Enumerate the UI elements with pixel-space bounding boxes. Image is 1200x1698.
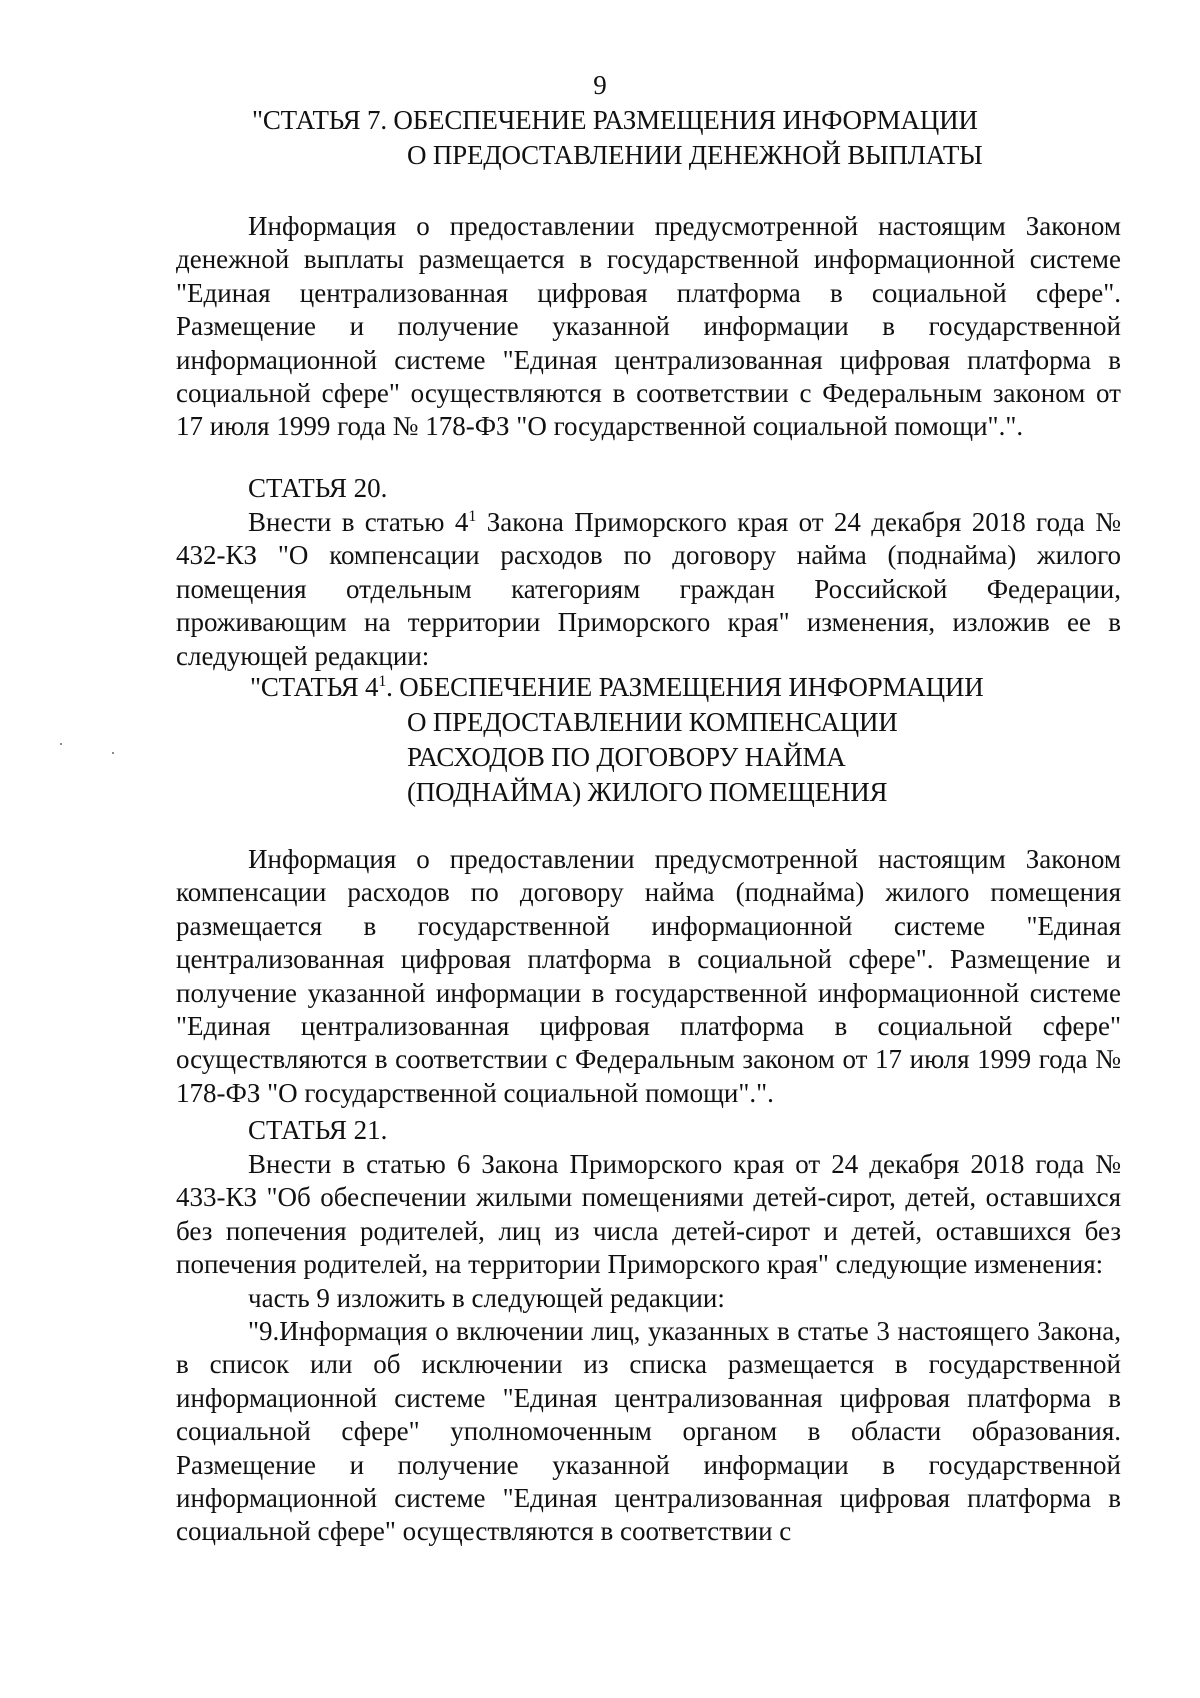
article20-intro-sup: 1	[468, 508, 477, 525]
article7-heading-line2: О ПРЕДОСТАВЛЕНИИ ДЕНЕЖНОЙ ВЫПЛАТЫ	[407, 140, 983, 170]
article21-part-instruction: часть 9 изложить в следующей редакции:	[248, 1282, 725, 1313]
scan-speck	[60, 743, 62, 745]
article20-intro-start: Внести в статью 4	[248, 507, 469, 537]
article20-heading-line3: РАСХОДОВ ПО ДОГОВОРУ НАЙМА	[407, 742, 846, 772]
article21-intro: Внести в статью 6 Закона Приморского края от 24 декабря 2018 года № 433-КЗ "Об обеспечении жилыми помещениями детей-сирот, детей, оставшихся без попечения родителей, лиц из числа детей-сирот и детей, оставшихся без попечения родителей, на территории Приморского края" следующие изменения:	[176, 1149, 1121, 1280]
article20-paragraph: Информация о предоставлении предусмотренной настоящим Законом компенсации расходов по договору найма (поднайма) жилого помещения размещается в государственной информационной системе "Единая централизованная цифровая платформа в социальной сфере". Размещение и получение указанной информации в государственной информационной системе "Единая централизованная цифровая платформа в социальной сфере" осуществляются в соответствии с Федеральным законом от 17 июля 1999 года № 178-ФЗ "О государственной социальной помощи".".	[176, 844, 1121, 1108]
article21-part-text: "9.Информация о включении лиц, указанных в статье 3 настоящего Закона, в список или об исключении из списка размещается в государственной информационной системе "Единая централизованная цифровая платформа в социальной сфере" уполномоченным органом в области образования. Размещение и получение указанной информации в государственной информационной системе "Единая централизованная цифровая платформа в социальной сфере" осуществляются в соответствии с	[176, 1316, 1121, 1547]
article20-heading-line2: О ПРЕДОСТАВЛЕНИИ КОМПЕНСАЦИИ	[407, 707, 898, 737]
article7-body	[176, 210, 1121, 444]
article20-heading-rest: . ОБЕСПЕЧЕНИЕ РАЗМЕЩЕНИЯ ИНФОРМАЦИИ	[386, 672, 984, 702]
article20-body	[176, 506, 1121, 673]
scan-speck	[112, 752, 114, 754]
article20-intro	[176, 506, 1121, 673]
article20-label: СТАТЬЯ 20.	[248, 473, 388, 503]
article20-heading-line4: (ПОДНАЙМА) ЖИЛОГО ПОМЕЩЕНИЯ	[407, 777, 888, 807]
article20-body2	[176, 843, 1121, 1110]
article20-heading-line1	[250, 669, 984, 705]
article7-paragraph: Информация о предоставлении предусмотренной настоящим Законом денежной выплаты размещается в государственной информационной системе "Единая централизованная цифровая платформа в социальной сфере". Размещение и получение указанной информации в государственной информационной системе "Единая централизованная цифровая платформа в социальной сфере" осуществляются в соответствии с Федеральным законом от 17 июля 1999 года № 178-ФЗ "О государственной социальной помощи".".	[176, 211, 1121, 442]
article7-heading-line1: "СТАТЬЯ 7. ОБЕСПЕЧЕНИЕ РАЗМЕЩЕНИЯ ИНФОРМАЦИИ	[252, 105, 978, 135]
article21-body	[176, 1148, 1121, 1549]
article21-label: СТАТЬЯ 21.	[248, 1115, 388, 1145]
article20-heading-sup: 1	[378, 673, 387, 690]
article20-intro-end: Закона Приморского края от 24 декабря 2018 года № 432-КЗ "О компенсации расходов по договору найма (поднайма) жилого помещения отдельным категориям граждан Российской Федерации, проживающим на территории Приморского края" изменения, изложив ее в следующей редакции:	[176, 507, 1122, 671]
page-number: 9	[593, 70, 607, 100]
article20-heading-prefix: "СТАТЬЯ 4	[250, 672, 379, 702]
